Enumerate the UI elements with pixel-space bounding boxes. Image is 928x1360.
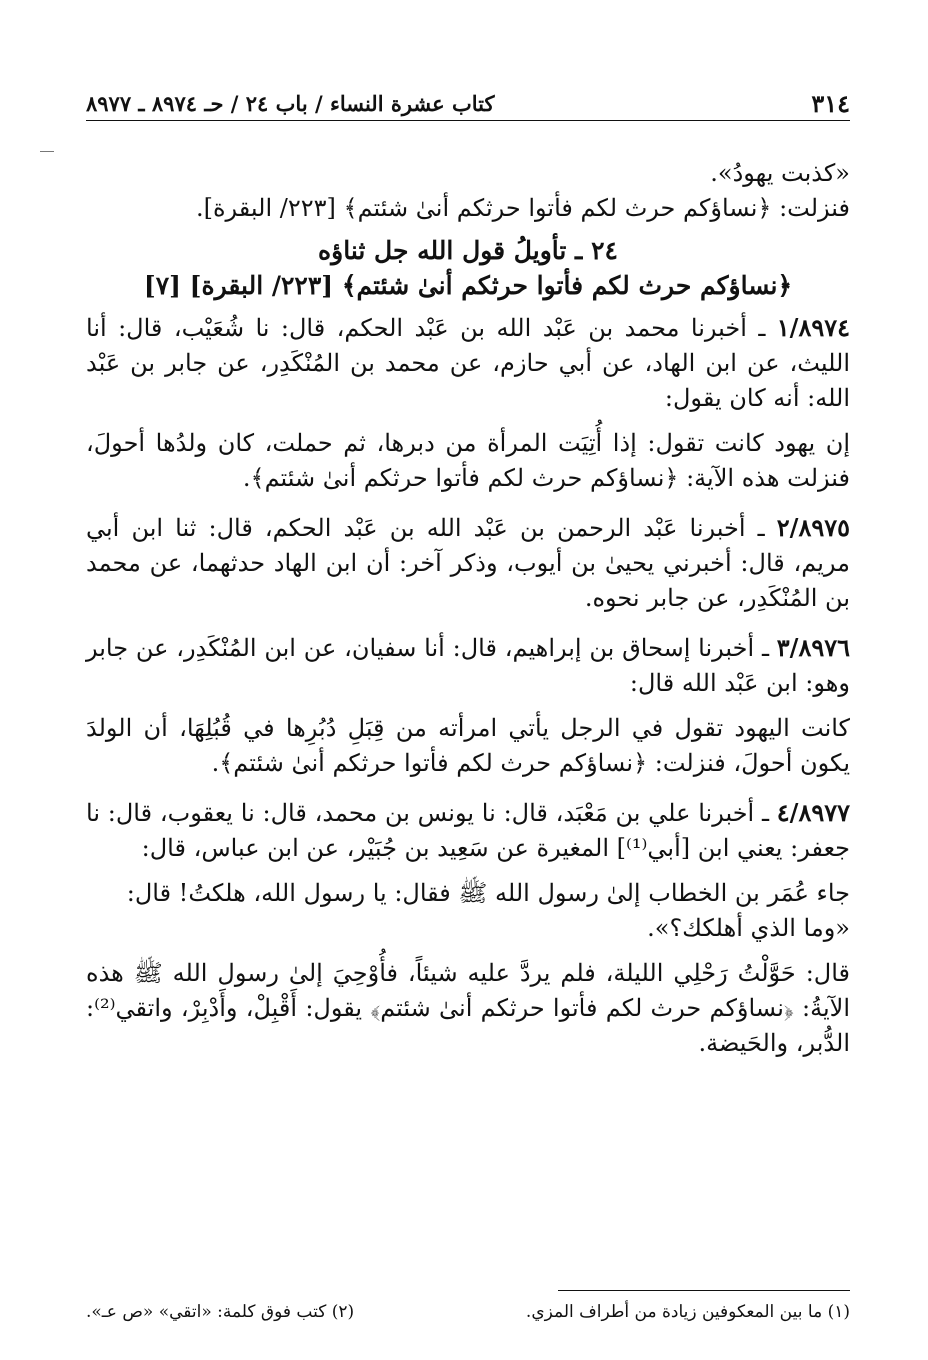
page-body (86, 156, 850, 1061)
footnote-2: (٢) كتب فوق كلمة: «اتقي» «ص عـ». (86, 1302, 355, 1322)
hadith-8975 (86, 510, 850, 616)
hadith-isnad-text: ـ أخبرنا إسحاق بن إبراهيم، قال: أنا سفيان، عن ابن المُنْكَدِر، عن جابر وهو: ابن عَبْد الله قال: (86, 634, 850, 697)
revelation-line: فنزلت: ﴿نساؤكم حرث لكم فأتوا حرثكم أنىٰ شئتم﴾ [٢٢٣/ البقرة]. (195, 194, 850, 222)
hadith-8977-matn-2: «وما الذي أهلكك؟». (647, 914, 850, 942)
page-number: ٣١٤ (811, 89, 850, 118)
verse-heading: ﴿نساؤكم حرث لكم فأتوا حرثكم أنىٰ شئتم﴾ [٢٢٣/ البقرة] [٧] (143, 271, 793, 300)
running-title: كتاب عشرة النساء / باب ٢٤ / حـ ٨٩٧٤ ـ ٨٩٧٧ (86, 91, 495, 116)
hadith-8976-matn: كانت اليهود تقول في الرجل يأتي امرأته من قِبَلِ دُبُرِها في قُبُلِهَا، أن الولدَ يكون أحولَ، فنزلت: ﴿نساؤكم حرث لكم فأتوا حرثكم أنىٰ شئتم﴾. (86, 714, 850, 777)
hadith-isnad-text: ـ أخبرنا عَبْد الرحمن بن عَبْد الله بن عَبْد الحكم، قال: ثنا ابن أبي مريم، قال: أخبرني يحيىٰ بن أيوب، وذكر آخر: أن ابن الهاد حدثهما، عن محمد بن المُنْكَدِر، عن جابر نحوه. (86, 514, 850, 612)
hadith-number: ٢/٨٩٧٥ (776, 513, 850, 542)
running-header (86, 86, 850, 121)
hadith-number: ٤/٨٩٧٧ (776, 798, 850, 827)
hadith-8974-isnad (86, 310, 850, 416)
hadith-8974-matn: إن يهود كانت تقول: إذا أُتِيَت المرأة من دبرها، ثم حملت، كان ولدُها أحولَ، فنزلت هذه الآية: ﴿نساؤكم حرث لكم فأتوا حرثكم أنىٰ شئتم﴾. (86, 429, 850, 492)
hadith-8977-isnad (86, 795, 850, 866)
hadith-8977-matn-3: قال: حَوَّلْتُ رَحْلِي الليلة، فلم يردَّ عليه شيئاً، فأُوْحِيَ إلىٰ رسول الله ﷺ هذه الآيةُ: ﴿نساؤكم حرث لكم فأتوا حرثكم أنىٰ شئتم﴾ يقول: أَقْبِلْ، وأَدْبِرْ، واتقي⁽²⁾: الدُّبر، والحَيضة. (86, 959, 850, 1057)
footnote-1: (١) ما بين المعكوفين زيادة من أطراف المزي. (525, 1302, 850, 1322)
margin-mark (40, 151, 54, 152)
hadith-isnad-text: ـ أخبرنا محمد بن عَبْد الله بن عَبْد الحكم، قال: نا شُعَيْب، قال: أنا الليث، عن ابن الهاد، عن أبي حازم، عن محمد بن المُنْكَدِر، عن جابر بن عَبْد الله: أنه كان يقول: (86, 314, 850, 412)
footnotes (86, 1302, 850, 1322)
hadith-isnad-text: ـ أخبرنا علي بن مَعْبَد، قال: نا يونس بن محمد، قال: نا يعقوب، قال: نا جعفر: يعني ابن [أبي⁽¹⁾] المغيرة عن سَعِيد بن جُبَيْر، عن ابن عباس، قال: (86, 799, 850, 862)
hadith-number: ١/٨٩٧٤ (776, 313, 850, 342)
quote-line: «كذبت يهودُ». (710, 159, 850, 187)
hadith-8976-isnad (86, 630, 850, 701)
chapter-title: ٢٤ ـ تأويلُ قول الله جل ثناؤه (318, 236, 618, 265)
hadith-number: ٣/٨٩٧٦ (776, 633, 850, 662)
footnote-rule (558, 1290, 850, 1291)
hadith-8977-matn-1: جاء عُمَر بن الخطاب إلىٰ رسول الله ﷺ فقال: يا رسول الله، هلكتُ! قال: (126, 879, 850, 907)
